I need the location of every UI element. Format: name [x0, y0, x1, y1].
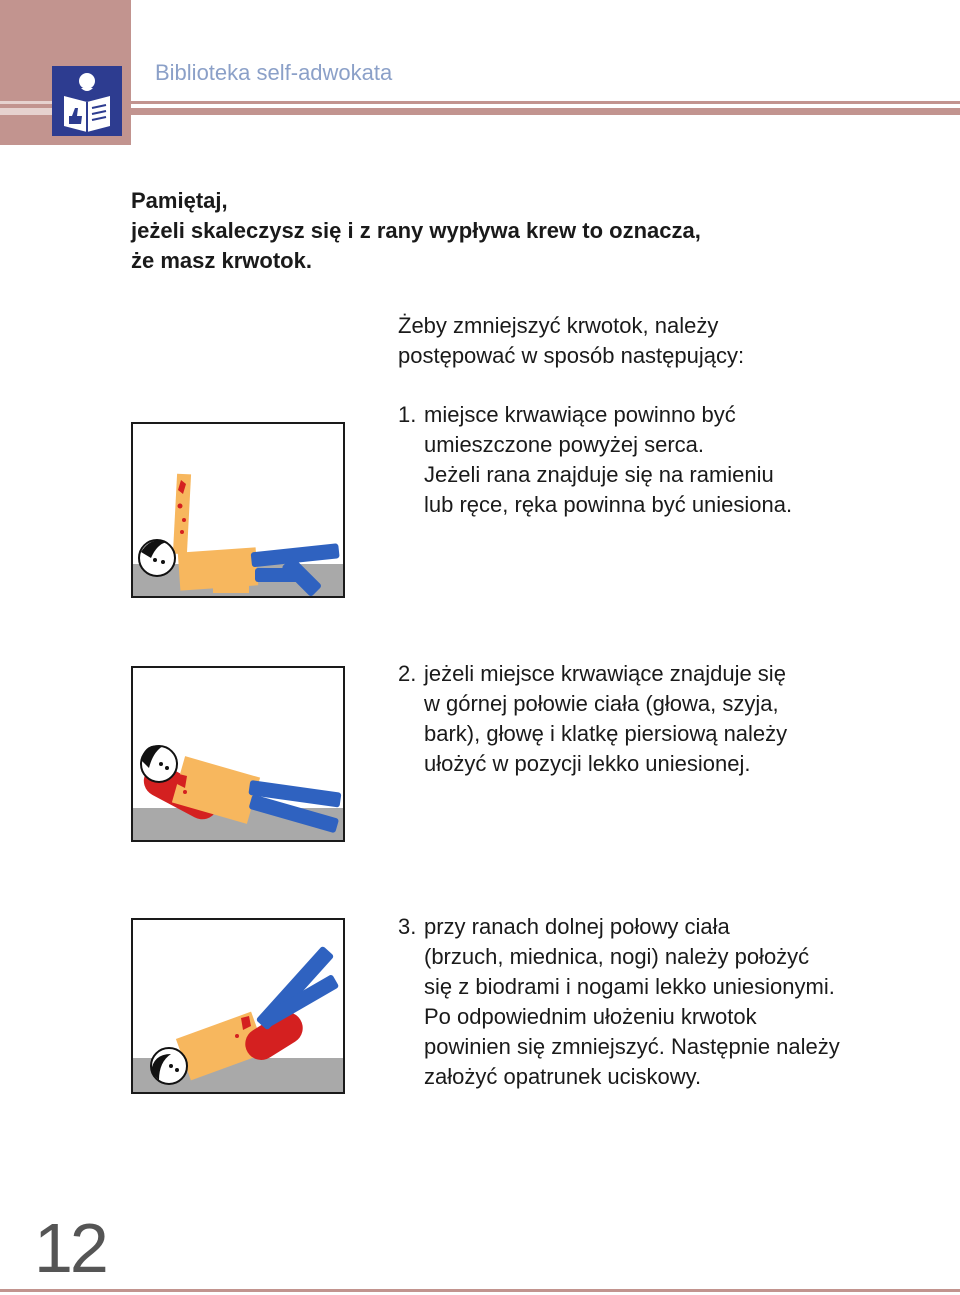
- header-rule-thick: [131, 108, 960, 115]
- easy-read-logo-icon: [52, 66, 122, 136]
- step-line: lub ręce, ręka powinna być uniesiona.: [424, 492, 793, 517]
- intro-line: Pamiętaj,: [131, 188, 228, 213]
- instructions-lead: [398, 311, 744, 371]
- step-3: [398, 912, 840, 1092]
- illustration-legs-raised: [131, 918, 345, 1094]
- intro-warning: [131, 186, 831, 276]
- step-line: powinien się zmniejszyć. Następnie należy: [424, 1034, 840, 1059]
- lead-line: Żeby zmniejszyć krwotok, należy: [398, 313, 719, 338]
- step-line: się z biodrami i nogami lekko uniesionymi.: [424, 974, 835, 999]
- page-number: 12: [34, 1209, 106, 1287]
- step-number: 1.: [398, 402, 417, 427]
- step-line: ułożyć w pozycji lekko uniesionej.: [424, 751, 751, 776]
- step-line: w górnej połowie ciała (głowa, szyja,: [424, 691, 779, 716]
- header-rule-left-thin: [0, 101, 52, 104]
- step-2: [398, 659, 787, 779]
- step-line: umieszczone powyżej serca.: [424, 432, 705, 457]
- step-line: (brzuch, miednica, nogi) należy położyć: [424, 944, 810, 969]
- step-line: przy ranach dolnej połowy ciała: [424, 914, 730, 939]
- illustration-arm-raised: [131, 422, 345, 598]
- header-rule-thin: [131, 101, 960, 104]
- library-title: Biblioteka self-adwokata: [155, 60, 393, 85]
- step-line: miejsce krwawiące powinno być: [424, 402, 736, 427]
- illustration-head-raised: [131, 666, 345, 842]
- step-line: Jeżeli rana znajduje się na ramieniu: [424, 462, 774, 487]
- header-rule-left-thick: [0, 108, 52, 115]
- step-line: bark), głowę i klatkę piersiową należy: [424, 721, 788, 746]
- step-1: [398, 400, 792, 520]
- lead-line: postępować w sposób następujący:: [398, 343, 745, 368]
- step-line: jeżeli miejsce krwawiące znajduje się: [424, 661, 786, 686]
- intro-line: jeżeli skaleczysz się i z rany wypływa krew to oznacza,: [131, 218, 701, 243]
- step-number: 2.: [398, 661, 417, 686]
- step-line: Po odpowiednim ułożeniu krwotok: [424, 1004, 757, 1029]
- step-line: założyć opatrunek uciskowy.: [424, 1064, 702, 1089]
- footer-rule: [0, 1289, 960, 1292]
- intro-line: że masz krwotok.: [131, 248, 312, 273]
- step-number: 3.: [398, 914, 417, 939]
